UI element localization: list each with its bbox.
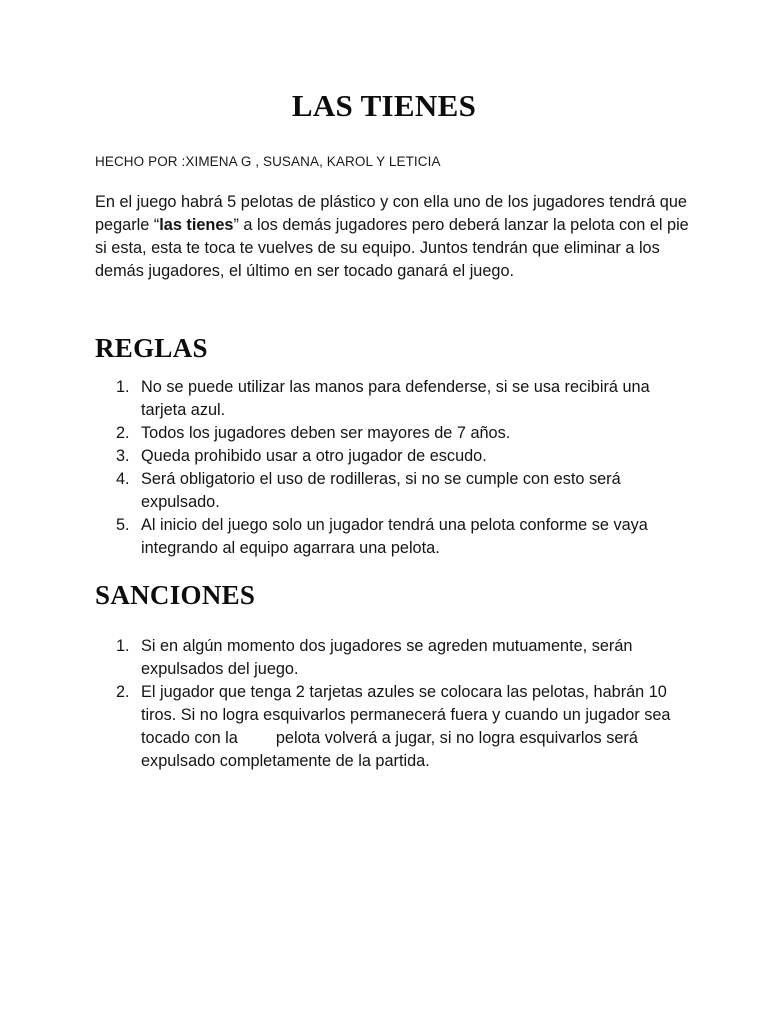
list-item-text-start: El jugador que tenga 2 tarjetas azules se colocara las pelotas, habrán 10 tiros. Si no logra esquivarlos permanecerá fuera y cuando un jugador sea tocado con la: [141, 683, 671, 747]
list-number: 1.: [116, 378, 130, 396]
intro-paragraph: [95, 191, 695, 283]
list-number: 5.: [116, 516, 130, 534]
list-number: 1.: [116, 637, 130, 655]
intro-text-end: ” a los demás jugadores pero deberá lanzar la pelota con el pie si esta, esta te toca te vuelves de su equipo. Juntos tendrán que eliminar a los demás jugadores, el último en ser tocado ganará el juego.: [95, 216, 689, 280]
list-item-text-end: pelota volverá a jugar, si no logra esquivarlos será expulsado completamente de la partida.: [141, 729, 638, 770]
list-item: [95, 635, 695, 681]
intro-bold-phrase: las tienes: [159, 216, 234, 234]
list-number: 2.: [116, 683, 130, 701]
rules-heading: REGLAS: [95, 333, 208, 363]
intro-text-start: En el juego habrá 5 pelotas de plástico y con ella uno de los jugadores tendrá que pegarle “: [95, 193, 687, 234]
list-item: [95, 445, 695, 468]
list-number: 2.: [116, 424, 130, 442]
list-item-text: Al inicio del juego solo un jugador tendrá una pelota conforme se vaya integrando al equipo agarrara una pelota.: [141, 516, 648, 557]
list-item: [95, 514, 695, 560]
list-item-text: No se puede utilizar las manos para defenderse, si se usa recibirá una tarjeta azul.: [141, 378, 650, 419]
sanctions-heading: SANCIONES: [95, 580, 256, 610]
list-item: [95, 422, 695, 445]
document-title: LAS TIENES: [291, 88, 477, 123]
list-item: [95, 376, 695, 422]
authors-line: HECHO POR :XIMENA G , SUSANA, KAROL Y LETICIA: [95, 154, 441, 169]
list-number: 3.: [116, 447, 130, 465]
rules-list: [95, 376, 695, 560]
list-item-text: Todos los jugadores deben ser mayores de 7 años.: [141, 424, 511, 442]
list-item: [95, 468, 695, 514]
list-item: [95, 681, 695, 773]
list-item-text: Queda prohibido usar a otro jugador de escudo.: [141, 447, 487, 465]
list-item-text: Será obligatorio el uso de rodilleras, si no se cumple con esto será expulsado.: [141, 470, 621, 511]
list-number: 4.: [116, 470, 130, 488]
list-item-text: Si en algún momento dos jugadores se agreden mutuamente, serán expulsados del juego.: [141, 637, 633, 678]
sanctions-list: [95, 635, 695, 773]
